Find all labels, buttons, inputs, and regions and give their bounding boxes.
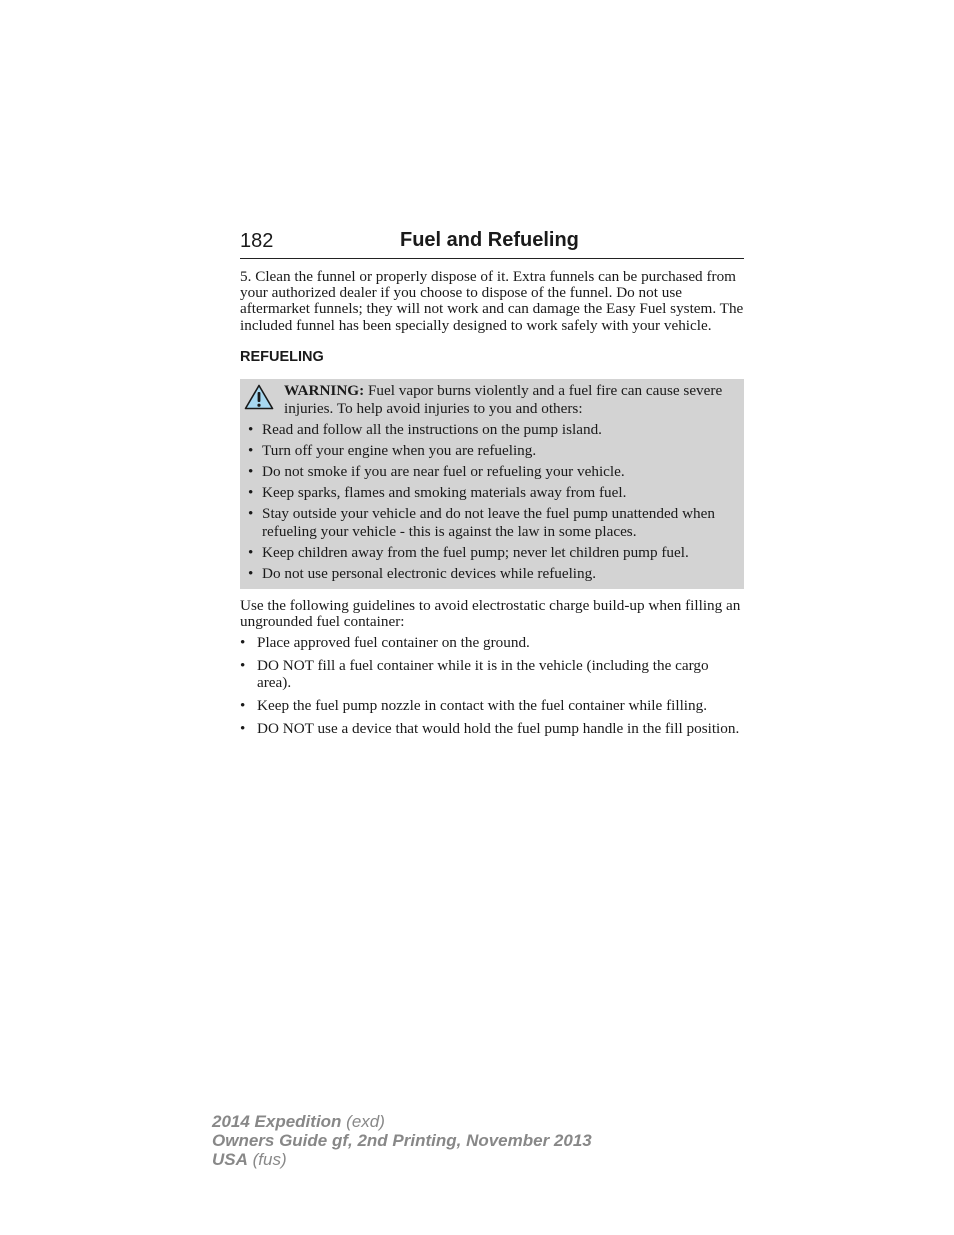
guideline-text: DO NOT fill a fuel container while it is in the vehicle (including the cargo area). [257, 657, 709, 691]
footer-region-line [212, 1150, 592, 1169]
guideline-item [240, 721, 744, 737]
bullet-icon: • [248, 420, 254, 438]
page-number: 182 [240, 230, 274, 252]
warning-list-item [246, 463, 736, 481]
warning-list-item [246, 505, 736, 541]
bullet-icon: • [240, 696, 246, 714]
guidelines-list [240, 635, 744, 737]
warning-list-item [246, 484, 736, 502]
warning-list-item [246, 544, 736, 562]
bullet-icon: • [248, 483, 254, 501]
guideline-item [240, 635, 744, 651]
bullet-icon: • [248, 462, 254, 480]
refueling-heading: REFUELING [240, 348, 324, 365]
bullet-icon: • [240, 634, 246, 652]
warning-list-item [246, 421, 736, 439]
warning-triangle-icon [244, 384, 274, 410]
warning-item-text: Read and follow all the instructions on the pump island. [262, 420, 602, 438]
bullet-icon: • [248, 564, 254, 582]
warning-label: WARNING: [284, 381, 365, 399]
warning-item-text: Do not smoke if you are near fuel or refueling your vehicle. [262, 462, 625, 480]
guideline-item [240, 658, 744, 690]
footer-model-code: (exd) [341, 1112, 385, 1131]
warning-text: Fuel vapor burns violently and a fuel fire can cause severe injuries. To help avoid injuries to you and others: [284, 381, 723, 417]
warning-item-text: Turn off your engine when you are refueling. [262, 441, 537, 459]
bullet-icon: • [248, 441, 254, 459]
bullet-icon: • [248, 543, 254, 561]
warning-list [246, 421, 736, 583]
warning-header [246, 382, 736, 418]
footer-model: 2014 Expedition [212, 1112, 342, 1131]
footer-model-line [212, 1112, 592, 1131]
guideline-text: DO NOT use a device that would hold the fuel pump handle in the fill position. [257, 720, 740, 738]
guideline-text: Keep the fuel pump nozzle in contact with the fuel container while filling. [257, 696, 707, 714]
page-footer [212, 1112, 592, 1169]
step-5-paragraph: 5. Clean the funnel or properly dispose of it. Extra funnels can be purchased from your authorized dealer if you choose to dispose of the funnel. Do not use aftermarket funnels; they will not work and can damage the Easy Fuel system. The included funnel has been specially designed to work safely with your vehicle. [240, 268, 744, 334]
warning-box [240, 379, 744, 589]
footer-guide: Owners Guide gf, 2nd Printing, November 2013 [212, 1131, 592, 1150]
warning-item-text: Keep children away from the fuel pump; never let children pump fuel. [262, 543, 689, 561]
page-header [240, 228, 744, 259]
warning-list-item [246, 442, 736, 460]
warning-item-text: Stay outside your vehicle and do not leave the fuel pump unattended when refueling your vehicle - this is against the law in some places. [262, 504, 715, 540]
warning-statement [284, 382, 736, 418]
guidelines-intro: Use the following guidelines to avoid electrostatic charge build-up when filling an ungrounded fuel container: [240, 596, 741, 631]
bullet-icon: • [248, 504, 254, 522]
footer-region: USA [212, 1150, 248, 1169]
warning-list-item [246, 565, 736, 583]
warning-item-text: Keep sparks, flames and smoking materials away from fuel. [262, 483, 627, 501]
bullet-icon: • [240, 657, 246, 675]
footer-region-code: (fus) [247, 1150, 287, 1169]
warning-item-text: Do not use personal electronic devices while refueling. [262, 564, 597, 582]
page-content [240, 269, 744, 744]
section-title: Fuel and Refueling [400, 229, 579, 251]
guideline-text: Place approved fuel container on the ground. [257, 634, 530, 652]
guideline-item [240, 698, 744, 714]
bullet-icon: • [240, 720, 246, 738]
